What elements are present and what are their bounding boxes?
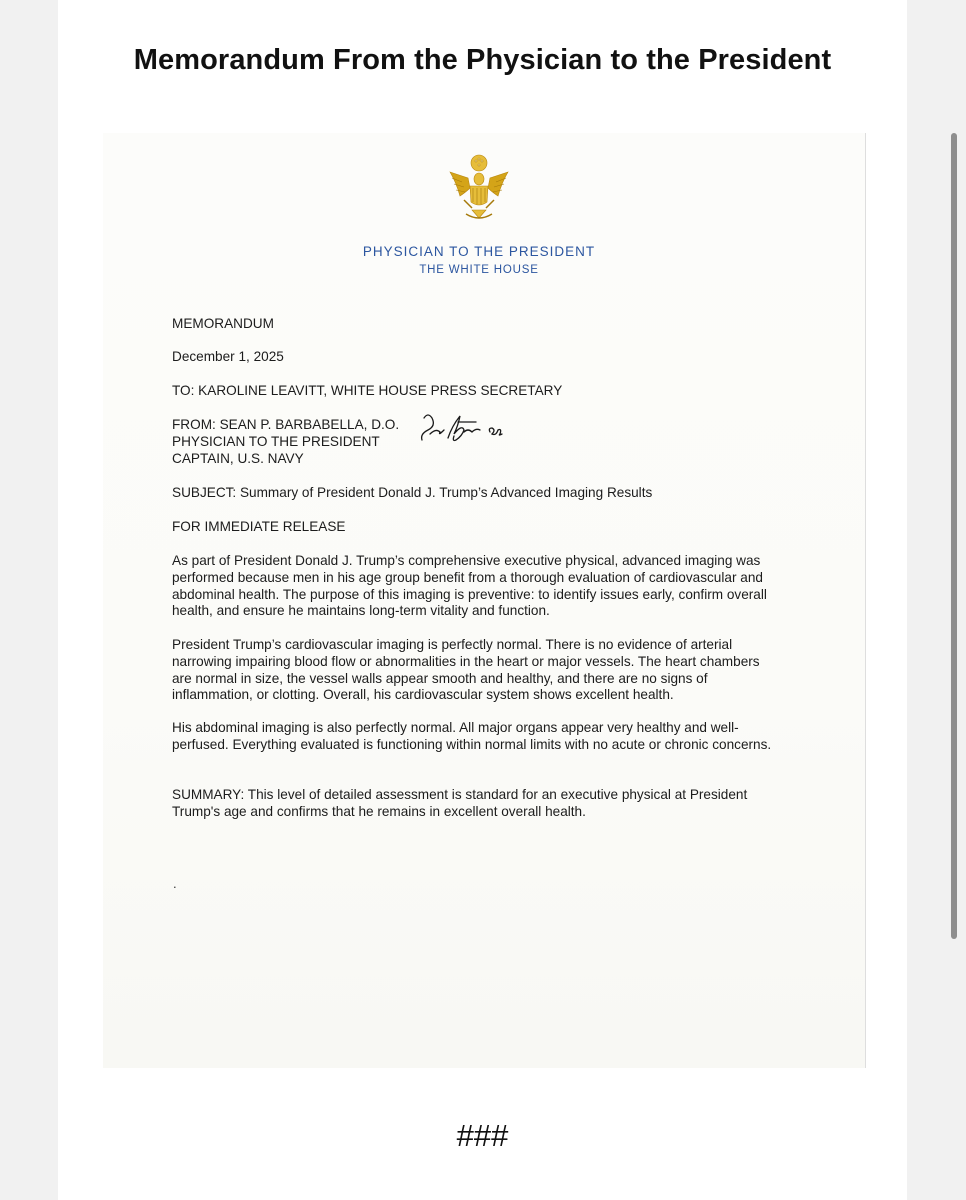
memo-summary: SUMMARY: This level of detailed assessment is standard for an executive physical at President Trump's age and confirms that he remains in excellent overall health. [172, 787, 748, 819]
document-page [58, 0, 907, 1200]
memo-heading: MEMORANDUM [172, 316, 274, 331]
memo-from-line: CAPTAIN, U.S. NAVY [172, 450, 304, 466]
stray-mark: . [173, 876, 177, 891]
memo-date: December 1, 2025 [172, 349, 284, 364]
signature-icon [418, 408, 518, 448]
memo-paragraph: President Trump’s cardiovascular imaging is perfectly normal. There is no evidence of arterial narrowing impairing blood flow or abnormalities in the heart or major vessels. The heart chambers are normal in size, the vessel walls appear smooth and healthy, and there are no signs of inflammation, or clotting. Overall, his cardiovascular system shows excellent health. [172, 637, 760, 703]
memo-from-line: FROM: SEAN P. BARBABELLA, D.O. [172, 417, 400, 432]
scan-edge [865, 133, 866, 1068]
memo-paragraph: His abdominal imaging is also perfectly normal. All major organs appear very healthy and well-perfused. Everything evaluated is functioning within normal limits with no acute or chronic concerns. [172, 720, 772, 752]
page-title: Memorandum From the Physician to the President [133, 44, 832, 76]
memo-paragraph: As part of President Donald J. Trump’s comprehensive executive physical, advanced imaging was performed because men in his age group benefit from a thorough evaluation of cardiovascular and abdominal health. The purpose of this imaging is preventive: to identify issues early, confirm overall health, and ensure he maintains long-term vitality and function. [172, 553, 767, 619]
memo-to: TO: KAROLINE LEAVITT, WHITE HOUSE PRESS SECRETARY [172, 383, 563, 398]
memo-from-line: PHYSICIAN TO THE PRESIDENT [172, 433, 380, 449]
memo-subject: SUBJECT: Summary of President Donald J. Trump’s Advanced Imaging Results [172, 485, 653, 500]
letterhead-subtitle: THE WHITE HOUSE [419, 264, 539, 276]
vertical-scrollbar[interactable] [951, 133, 957, 939]
memo-release: FOR IMMEDIATE RELEASE [172, 519, 346, 534]
letterhead-title: PHYSICIAN TO THE PRESIDENT [362, 244, 596, 259]
presidential-seal-icon [446, 152, 512, 222]
end-mark: ### [456, 1118, 509, 1153]
